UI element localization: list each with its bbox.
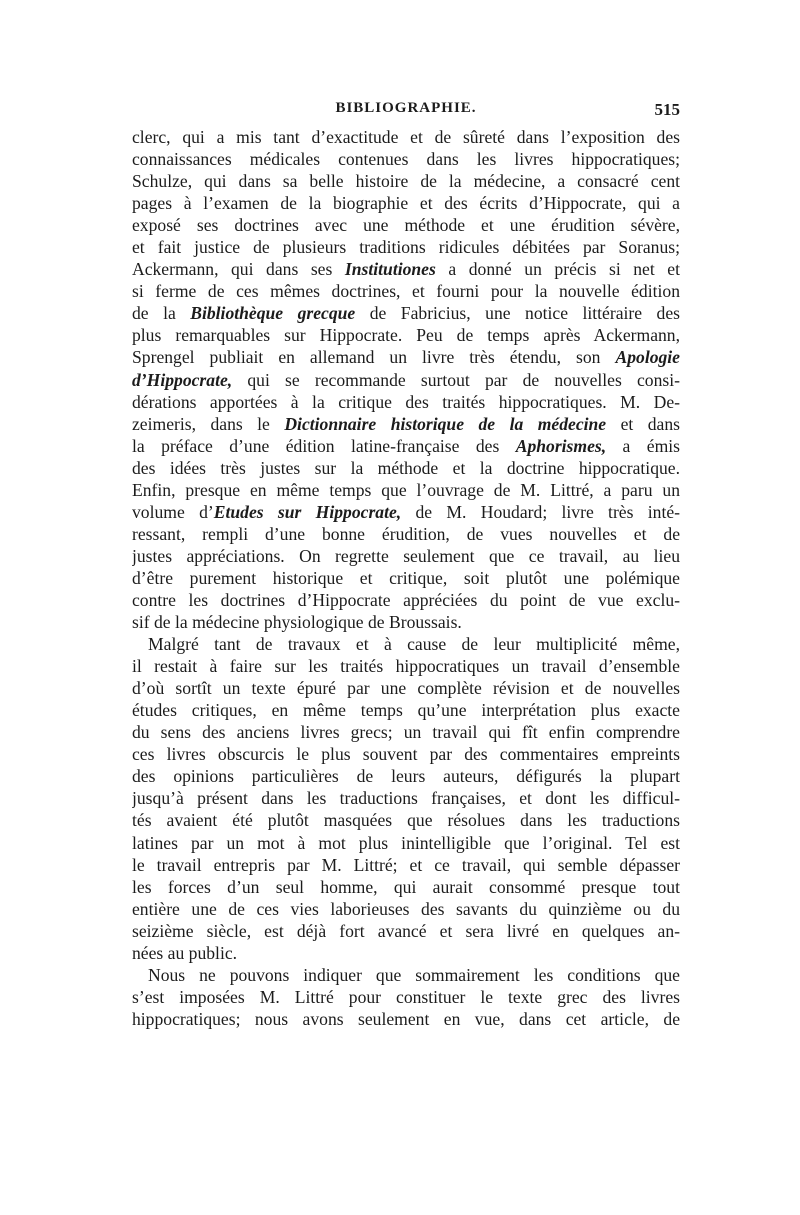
text-line — [132, 765, 680, 787]
text-run: entière une de ces vies laborieuses des savants du quinzième ou du — [132, 898, 680, 919]
text-run: nées au public. — [132, 942, 238, 963]
text-run: latines par un mot à mot plus inintelligible que l’original. Tel est — [132, 832, 680, 853]
page-header — [132, 100, 680, 126]
text-run: de la — [132, 303, 191, 324]
text-line — [132, 369, 680, 391]
text-run: de Fabricius, une notice littéraire des — [355, 303, 680, 324]
text-line — [132, 346, 680, 368]
text-line — [132, 324, 680, 346]
text-run: volume d’ — [132, 501, 214, 522]
running-title: BIBLIOGRAPHIE. — [335, 100, 477, 116]
text-line — [132, 964, 680, 986]
text-line — [132, 479, 680, 501]
text-line — [132, 699, 680, 721]
italic-title: Apologie — [615, 347, 680, 368]
page-number: 515 — [654, 100, 680, 119]
text-line — [132, 854, 680, 876]
text-line — [132, 457, 680, 479]
text-line — [132, 148, 680, 170]
text-run: d’être purement historique et critique, soit plutôt une polémique — [132, 567, 680, 588]
text-line — [132, 413, 680, 435]
text-line — [132, 920, 680, 942]
text-line — [132, 809, 680, 831]
text-line — [132, 545, 680, 567]
text-line — [132, 677, 680, 699]
text-run: Ackermann, qui dans ses — [132, 259, 345, 280]
text-run: exposé ses doctrines avec une méthode et une érudition sévère, — [132, 215, 680, 236]
text-run: Enfin, presque en même temps que l’ouvrage de M. Littré, a paru un — [132, 479, 680, 500]
text-line — [132, 170, 680, 192]
text-run: Malgré tant de travaux et à cause de leur multiplicité même, — [148, 634, 680, 655]
body-text — [132, 126, 680, 1030]
text-run: et dans — [606, 413, 680, 434]
text-run: clerc, qui a mis tant d’exactitude et de sûreté dans l’exposition des — [132, 127, 680, 147]
italic-title: Dictionnaire historique de la médecine — [284, 413, 607, 434]
text-run: qui se recommande surtout par de nouvelles consi- — [232, 369, 680, 390]
text-run: sif de la médecine physiologique de Broussais. — [132, 612, 462, 633]
text-run: plus remarquables sur Hippocrate. Peu de temps après Ackermann, — [132, 325, 680, 346]
text-run: tés avaient été plutôt masquées que résolues dans les traductions — [132, 810, 680, 831]
text-line — [132, 435, 680, 457]
text-line — [132, 898, 680, 920]
text-run: si ferme de ces mêmes doctrines, et fourni pour la nouvelle édition — [132, 281, 680, 302]
text-run: hippocratiques; nous avons seulement en vue, dans cet article, de — [132, 1008, 680, 1029]
text-run: Sprengel publiait en allemand un livre très étendu, son — [132, 347, 616, 368]
text-run: la préface d’une édition latine-française des — [132, 435, 516, 456]
text-line — [132, 942, 680, 964]
text-line — [132, 214, 680, 236]
text-run: seizième siècle, est déjà fort avancé et sera livré en quelques an- — [132, 920, 680, 941]
text-run: des idées très justes sur la méthode et la doctrine hippocratique. — [132, 457, 680, 478]
text-line — [132, 721, 680, 743]
text-line — [132, 589, 680, 611]
text-line — [132, 236, 680, 258]
italic-title: Aphorismes, — [515, 435, 607, 456]
text-line — [132, 523, 680, 545]
text-run: dérations apportées à la critique des traités hippocratiques. M. De- — [132, 391, 680, 412]
italic-title: Institutiones — [344, 259, 436, 280]
text-run: du sens des anciens livres grecs; un travail qui fît enfin comprendre — [132, 722, 680, 743]
text-run: Schulze, qui dans sa belle histoire de la médecine, a consacré cent — [132, 171, 680, 192]
text-line — [132, 126, 680, 148]
text-run: il restait à faire sur les traités hippocratiques un travail d’ensemble — [132, 656, 680, 677]
text-line — [132, 633, 680, 655]
text-run: justes appréciations. On regrette seulement que ce travail, au lieu — [132, 545, 680, 566]
text-line — [132, 391, 680, 413]
text-run: connaissances médicales contenues dans les livres hippocratiques; — [132, 149, 680, 170]
text-run: s’est imposées M. Littré pour constituer le texte grec des livres — [132, 986, 680, 1007]
text-run: Nous ne pouvons indiquer que sommairement les conditions que — [148, 964, 680, 985]
text-run: d’où sortît un texte épuré par une complète révision et de nouvelles — [132, 678, 680, 699]
text-line — [132, 1008, 680, 1030]
text-line — [132, 655, 680, 677]
text-run: ces livres obscurcis le plus souvent par des commentaires empreints — [132, 744, 680, 765]
text-run: a donné un précis si net et — [435, 259, 680, 280]
text-line — [132, 192, 680, 214]
text-line — [132, 258, 680, 280]
text-line — [132, 876, 680, 898]
text-line — [132, 986, 680, 1008]
text-run: ressant, rempli d’une bonne érudition, de vues nouvelles et de — [132, 523, 680, 544]
italic-title: Etudes sur Hippocrate, — [213, 501, 402, 522]
text-run: le travail entrepris par M. Littré; et ce travail, qui semble dépasser — [132, 854, 680, 875]
text-run: zeimeris, dans le — [132, 413, 285, 434]
text-run: études critiques, en même temps qu’une interprétation plus exacte — [132, 700, 680, 721]
text-line — [132, 611, 680, 633]
text-line — [132, 743, 680, 765]
text-run: pages à l’examen de la biographie et des écrits d’Hippocrate, qui a — [132, 193, 680, 214]
text-line — [132, 832, 680, 854]
text-run: a émis — [606, 435, 680, 456]
text-run: jusqu’à présent dans les traductions françaises, et dont les difficul- — [132, 788, 680, 809]
text-run: des opinions particulières de leurs auteurs, défigurés la plupart — [132, 766, 680, 787]
italic-title: Bibliothèque grecque — [190, 303, 356, 324]
text-run: contre les doctrines d’Hippocrate appréciées du point de vue exclu- — [132, 589, 680, 610]
italic-title: d’Hippocrate, — [132, 369, 233, 390]
text-line — [132, 302, 680, 324]
text-run: de M. Houdard; livre très inté- — [401, 501, 680, 522]
text-run: les forces d’un seul homme, qui aurait consommé presque tout — [132, 876, 680, 897]
text-line — [132, 501, 680, 523]
text-line — [132, 567, 680, 589]
text-line — [132, 787, 680, 809]
text-line — [132, 280, 680, 302]
text-run: et fait justice de plusieurs traditions ridicules débitées par Soranus; — [132, 237, 680, 258]
